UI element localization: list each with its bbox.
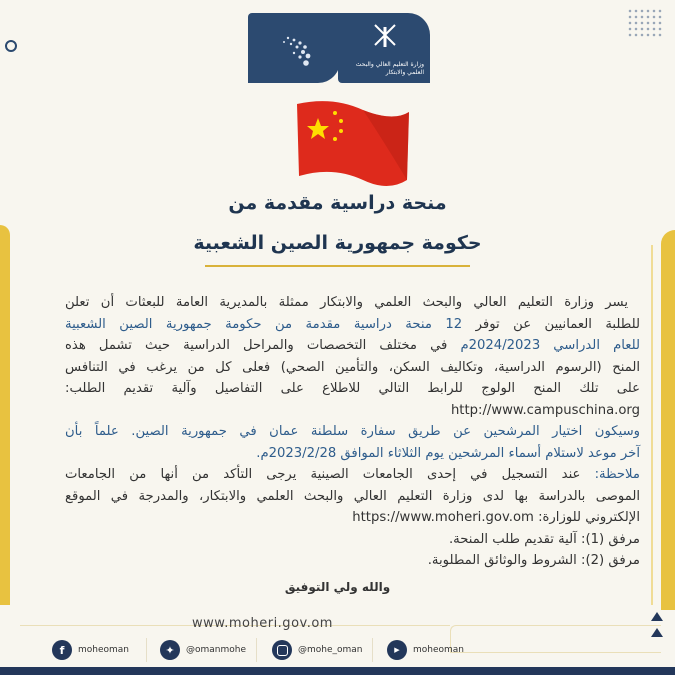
body-text: الإلكتروني للوزارة: [538, 510, 640, 525]
footer-website-link[interactable]: www.moheri.gov.om [192, 616, 333, 631]
youtube-icon: ▶ [387, 640, 407, 660]
page-title-line-2: حكومة جمهورية الصين الشعبية [193, 232, 482, 254]
facebook-icon: f [52, 640, 72, 660]
twitter-icon: ✦ [160, 640, 180, 660]
body-line: المنح (الرسوم الدراسية، وتكاليف السكن، والتأمين الصحي) فعلى كل من يرغب في التنافس [65, 359, 640, 375]
divider [146, 638, 147, 662]
announcement-body [65, 292, 640, 572]
body-line: يسر وزارة التعليم العالي والبحث العلمي والابتكار ممثلة بالمديرية العامة للبعثات أن تعلن [65, 295, 628, 310]
body-line: الموصى بالدراسة بها لدى وزارة التعليم العالي والبحث العلمي والابتكار، والمدرجة في الموقع [65, 488, 640, 504]
title-underline [205, 265, 470, 267]
deadline-line: آخر موعد لاستلام أسماء المرشحين يوم الثلاثاء الموافق 2023/2/28م. [256, 445, 640, 461]
left-gold-bar [0, 225, 10, 605]
circle-decoration [5, 40, 17, 52]
note-line [65, 464, 640, 486]
ministry-logo [338, 13, 430, 83]
right-gold-bar [661, 230, 675, 610]
youtube-link[interactable] [387, 640, 464, 660]
ministry-logo-text: وزارة التعليم العالي والبحث العلمي والابتكار [355, 61, 424, 76]
body-line: على تلك المنح الولوج للرابط التالي للاطلاع على التفاصيل وآلية تقديم الطلب: [65, 381, 640, 396]
attachment-2: مرفق (2): الشروط والوثائق المطلوبة. [427, 553, 640, 568]
dot-grid-decoration [627, 8, 663, 38]
body-line: وسيكون اختيار المرشحين عن طريق سفارة سلطنة عمان في جمهورية الصين. علماً بأن [65, 424, 640, 439]
body-text: في مختلف التخصصات والمراحل الدراسية حيث تشمل هذه [65, 338, 448, 353]
highlight-text: 12 منحة دراسية مقدمة من حكومة جمهورية الصين الشعبية [65, 316, 463, 332]
right-thin-line [651, 245, 653, 605]
social-handle: moheoman [78, 645, 130, 655]
body-text: عند التسجيل في إحدى الجامعات الصينية يرجى التأكد من أنها من الجامعات [65, 467, 581, 482]
body-line [65, 314, 640, 336]
vision-logo [248, 13, 340, 83]
china-flag-image [293, 100, 413, 192]
note-label: ملاحظة: [594, 467, 640, 482]
moheri-link[interactable]: https://www.moheri.gov.om [352, 510, 534, 525]
instagram-icon [272, 640, 292, 660]
social-handle: moheoman [413, 645, 465, 655]
body-text: للطلبة العمانيين عن توفر [475, 316, 640, 332]
divider [256, 638, 257, 662]
social-handle: @mohe_oman [298, 645, 363, 655]
campuschina-link[interactable]: http://www.campuschina.org [450, 402, 640, 418]
social-handle: @omanmohe [186, 645, 247, 655]
highlight-text: للعام الدراسي 2024/2023م [460, 338, 640, 353]
divider [372, 638, 373, 662]
triangle-decoration [651, 612, 663, 621]
khanjar-emblem-icon [371, 21, 399, 49]
instagram-link[interactable] [272, 640, 363, 660]
page-title-line-1: منحة دراسية مقدمة من [228, 192, 447, 214]
body-line [65, 507, 640, 529]
bottom-navy-strip [0, 667, 675, 675]
twitter-link[interactable] [160, 640, 246, 660]
facebook-link[interactable] [52, 640, 129, 660]
vision-logo-graphic [248, 13, 340, 83]
attachment-1: مرفق (1): آلية تقديم طلب المنحة. [448, 531, 640, 547]
signoff: والله ولي التوفيق [284, 580, 391, 594]
body-line [65, 335, 640, 357]
